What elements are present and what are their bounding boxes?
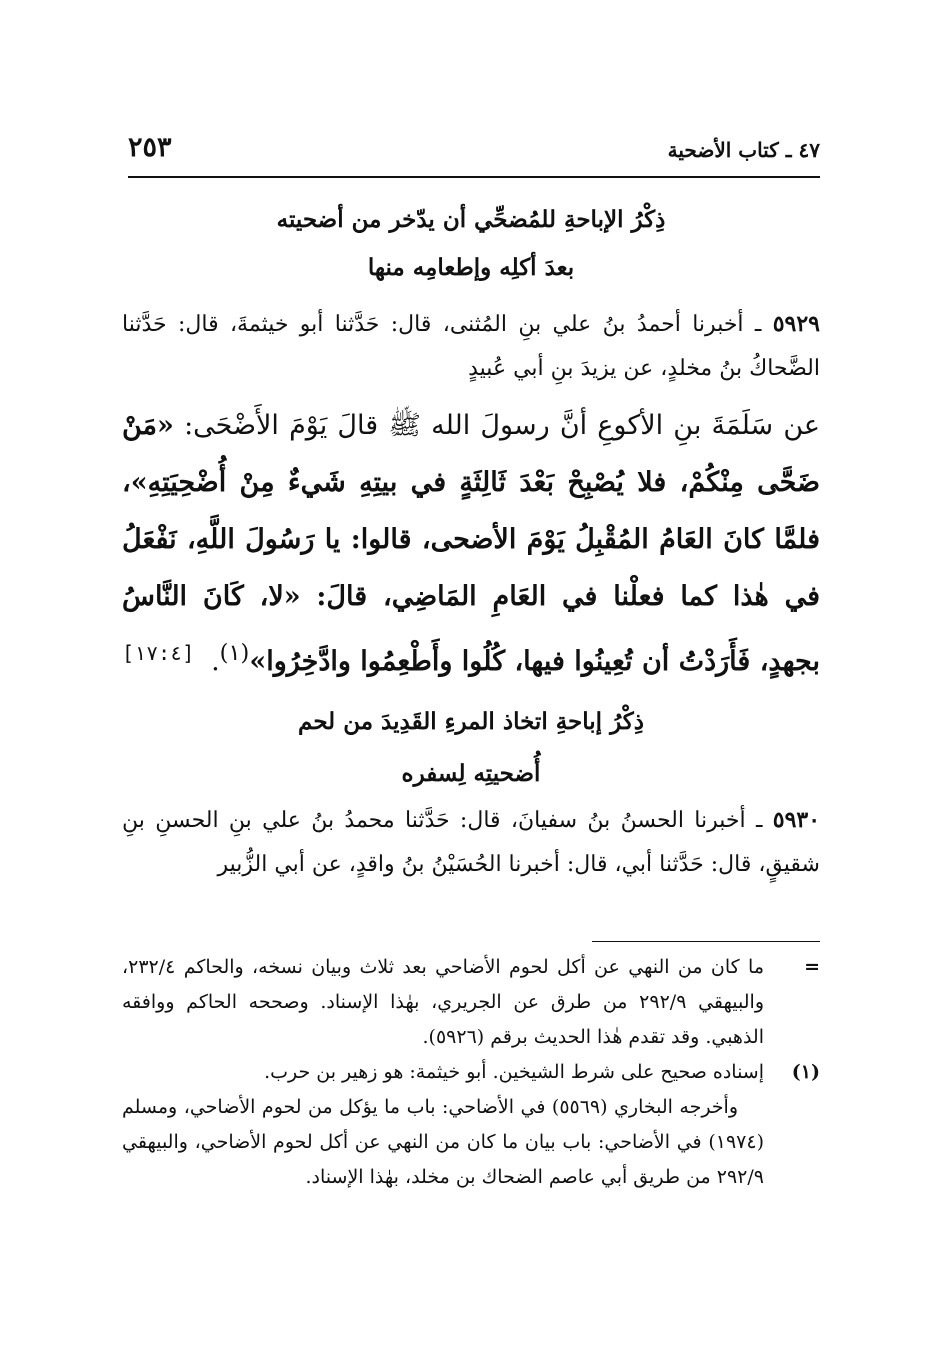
footnote-text: وأخرجه البخاري (٥٥٦٩) في الأضاحي: باب ما يؤكل من لحوم الأضاحي، ومسلم (١٩٧٤) في الأضاحي: باب بيان ما كان من النهي عن أكل لحوم الأضاحي، والبيهقي ٢٩٢/٩ من طريق أبي عاصم الضحاك بن مخلد، بهٰذا الإسناد.	[122, 1096, 764, 1188]
chapter-title: ٤٧ ـ كتاب الأضحية	[667, 138, 820, 162]
page-header	[128, 126, 820, 178]
end-punctuation: .	[211, 646, 220, 677]
page-number: ٢٥٣	[128, 132, 172, 163]
footnote-reference: (١)	[219, 640, 250, 666]
hadith-number: ٥٩٢٩	[772, 311, 820, 337]
isnad-text: ـ أخبرنا أحمدُ بنُ علي بنِ المُثنى، قال: حَدَّثنا أبو خيثمةَ، قال: حَدَّثنا الضَّحاكُ بنُ مخلدٍ، عن يزيدَ بنِ أبي عُبيدٍ	[122, 312, 820, 381]
isnad-text: ـ أخبرنا الحسنُ بنُ سفيانَ، قال: حَدَّثنا محمدُ بنُ علي بنِ الحسنِ بنِ شقيقٍ، قال: حَدَّثنا أبي، قال: أخبرنا الحُسَيْنُ بنُ واقدٍ، عن أبي الزُّبير	[122, 808, 820, 877]
footnote-divider	[592, 941, 820, 942]
footnote-text: إسناده صحيح على شرط الشيخين. أبو خيثمة: هو زهير بن حرب.	[264, 1061, 764, 1083]
hadith-number: ٥٩٣٠	[772, 807, 821, 833]
continuation-marker: =	[804, 956, 820, 978]
section-heading-1-line-2: بعدَ أكلِه وإطعامِه منها	[367, 254, 575, 281]
matn-intro: عن سَلَمَةَ بنِ الأكوعِ أنَّ رسولَ الله ﷺ قالَ يَوْمَ الأَضْحَى:	[184, 410, 820, 441]
section-heading-2-line-1: ذِكْرُ إباحةِ اتخاذ المرءِ القَدِيدَ من لحم	[298, 708, 644, 735]
section-heading-1-line-1: ذِكْرُ الإباحةِ للمُضحِّي أن يدّخر من أضحيته	[276, 206, 666, 233]
hadith-5929-matn	[122, 397, 820, 690]
section-heading-2-line-2: أُضحيتِه لِسفره	[401, 760, 541, 787]
main-text	[122, 196, 820, 887]
matn-saying: «مَنْ ضَحَّى مِنْكُمْ، فلا يُصْبِحْ بَعْدَ ثَالِثَةٍ في بيتِهِ شَيءٌ مِنْ أُضْحِيَتِهِ»،	[122, 410, 820, 498]
footnote-number: (١)	[791, 1061, 820, 1083]
hadith-5930-isnad	[122, 798, 820, 887]
cross-reference: [١٧:٤]	[122, 641, 195, 665]
matn-rest: فلمَّا كانَ العَامُ المُقْبِلُ يَوْمَ الأضحى، قالوا: يا رَسُولَ اللَّهِ، نَفْعَلُ في هٰذا كما فعلْنا في العَامِ المَاضِي، قالَ: «لا، كَانَ النَّاسُ بجهدٍ، فَأَرَدْتُ أن تُعِينُوا فيها، كُلُوا وأَطْعِمُوا وادَّخِرُوا»	[122, 524, 820, 677]
footnotes	[122, 950, 820, 1195]
footnote-text: ما كان من النهي عن أكل لحوم الأضاحي بعد ثلاث وبيان نسخه، والحاكم ٢٣٢/٤، والبيهقي ٢٩٢/٩ من طرق عن الجريري، بهٰذا الإسناد. وصححه الحاكم ووافقه الذهبي. وقد تقدم هٰذا الحديث برقم (٥٩٢٦).	[122, 956, 764, 1048]
hadith-5929-isnad	[122, 302, 820, 391]
footnote-1	[122, 1055, 820, 1195]
footnote-continuation	[122, 950, 820, 1055]
